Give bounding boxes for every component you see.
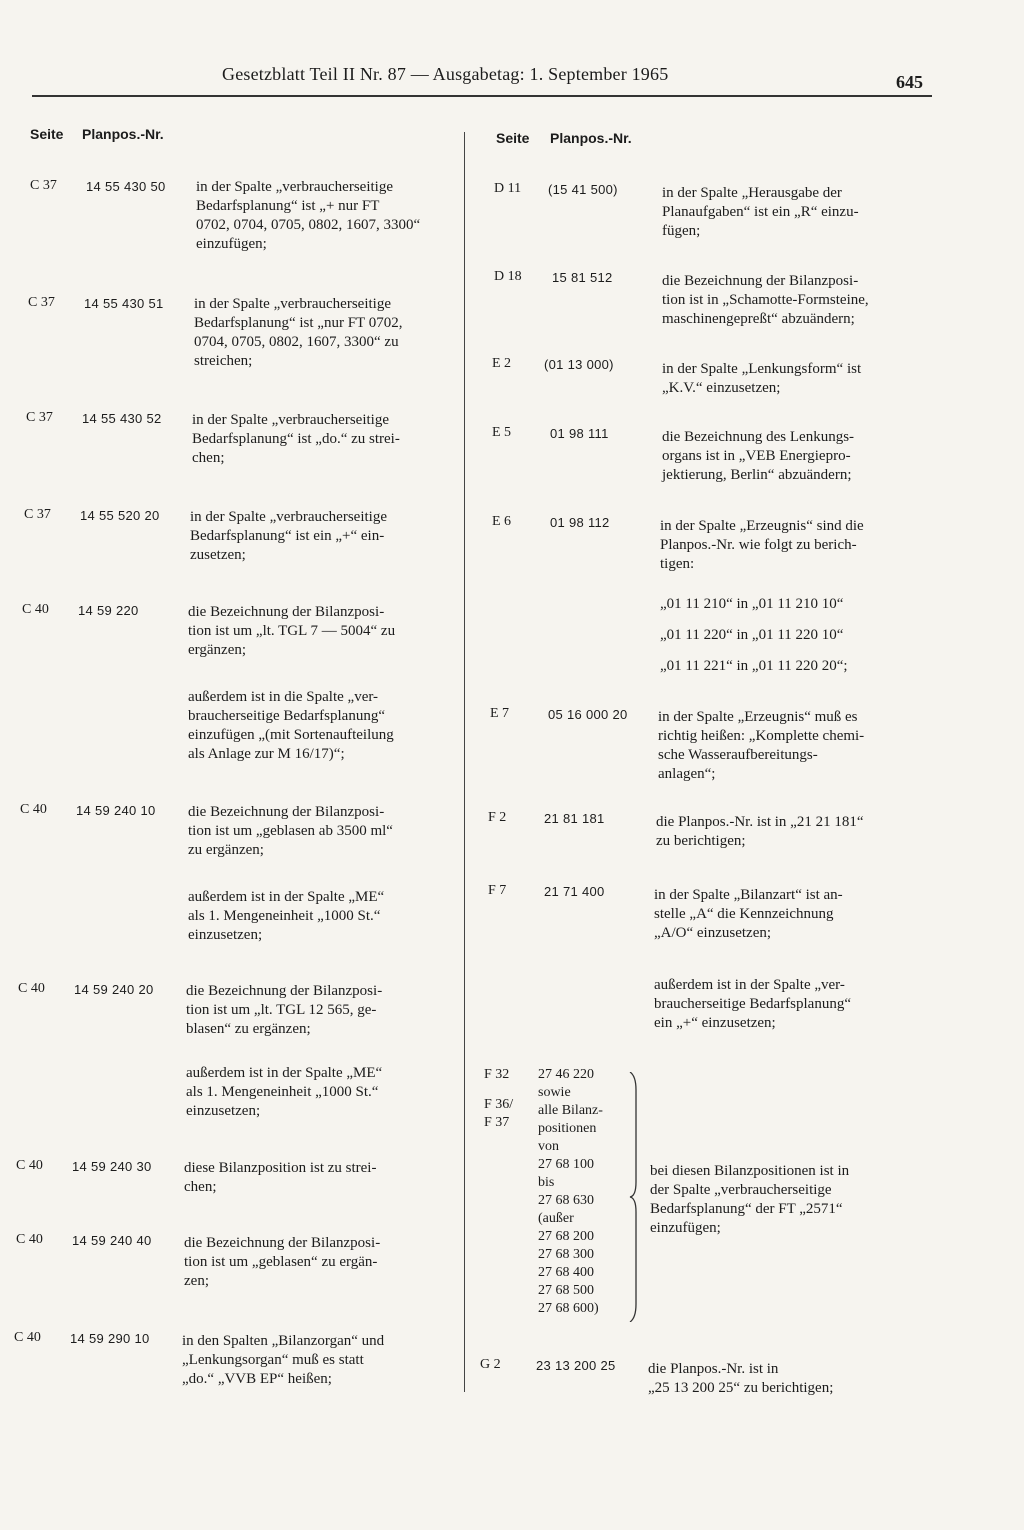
entry-extra-text: außerdem ist in die Spalte „ver- braucherseitige Bedarfsplanung“ einzufügen „(mit Sortenaufteilung als Anlage zur M 16/17)“;: [188, 689, 394, 762]
left-seite-header: Seite: [30, 126, 64, 142]
entry-seite: C 40: [16, 1158, 43, 1173]
entry-planpos: 14 55 430 51: [84, 296, 164, 311]
entry-seite: E 5: [492, 425, 512, 440]
entry-seite: C 40: [22, 602, 49, 617]
entry-planpos: 14 55 430 52: [82, 411, 162, 426]
group-brace: [628, 1072, 638, 1322]
entry-text: bei diesen Bilanzpositionen ist in der Spalte „verbraucherseitige Bedarfsplanung“ der FT „2571“ einzufügen;: [650, 1163, 850, 1236]
entry-seite: C 37: [30, 178, 57, 193]
entry-text: in der Spalte „verbraucherseitige Bedarfsplanung“ ist ein „+“ ein- zusetzen;: [190, 509, 387, 563]
entry-planpos: 23 13 200 25: [536, 1358, 616, 1373]
entry-planpos: 01 98 112: [550, 515, 610, 530]
entry-seite: C 40: [20, 802, 47, 817]
entry-text: die Planpos.-Nr. ist in „25 13 200 25“ zu berichtigen;: [648, 1361, 834, 1396]
entry-extra-text: außerdem ist in der Spalte „ME“ als 1. Mengeneinheit „1000 St.“ einzusetzen;: [188, 889, 385, 943]
column-divider: [464, 132, 465, 1392]
entry-text: in der Spalte „Bilanzart“ ist an- stelle „A“ die Kennzeichnung „A/O“ einzusetzen;: [654, 887, 843, 941]
entry-text: in der Spalte „verbraucherseitige Bedarfsplanung“ ist „+ nur FT 0702, 0704, 0705, 0802, 1607, 3300“ einzufügen;: [196, 179, 421, 252]
header-title: Gesetzblatt Teil II Nr. 87 — Ausgabetag: 1. September 1965: [222, 64, 669, 84]
right-planpos-header: Planpos.-Nr.: [550, 130, 632, 146]
entry-extra-text: außerdem ist in der Spalte „ME“ als 1. Mengeneinheit „1000 St.“ einzusetzen;: [186, 1065, 383, 1119]
entry-seite: C 37: [28, 295, 55, 310]
left-planpos-header: Planpos.-Nr.: [82, 126, 164, 142]
entry-seite: F 7: [488, 883, 507, 898]
entry-seite: D 18: [494, 269, 522, 284]
entry-text: die Bezeichnung der Bilanzposi- tion ist um „lt. TGL 12 565, ge- blasen“ zu ergänzen;: [186, 983, 383, 1037]
entry-planpos: 14 59 290 10: [70, 1331, 150, 1346]
entry-text: die Bezeichnung der Bilanzposi- tion ist um „lt. TGL 7 — 5004“ zu ergänzen;: [188, 604, 396, 658]
entry-text: in den Spalten „Bilanzorgan“ und „Lenkungsorgan“ muß es statt „do.“ „VVB EP“ heißen;: [182, 1333, 385, 1387]
entry-seite: G 2: [480, 1357, 501, 1372]
entry-text: die Bezeichnung der Bilanzposi- tion ist um „geblasen“ zu ergän- zen;: [184, 1235, 381, 1289]
entry-planpos: 14 59 240 10: [76, 803, 156, 818]
entry-seite: C 40: [14, 1330, 41, 1345]
entry-planpos: 14 55 430 50: [86, 179, 166, 194]
entry-planpos: 15 81 512: [552, 270, 613, 285]
entry-text: in der Spalte „verbraucherseitige Bedarfsplanung“ ist „do.“ zu strei- chen;: [192, 412, 400, 466]
entry-text: in der Spalte „verbraucherseitige Bedarfsplanung“ ist „nur FT 0702, 0704, 0705, 0802, 1607, 3300“ zu streichen;: [194, 296, 403, 369]
entry-planpos: 21 71 400: [544, 884, 605, 899]
entry-planpos: 21 81 181: [544, 811, 605, 826]
entry-text: die Bezeichnung des Lenkungs- organs ist in „VEB Energiepro- jektierung, Berlin“ abzuändern;: [662, 429, 855, 483]
entry-seite: E 6: [492, 514, 512, 529]
header-rule: [32, 95, 932, 97]
entry-text: in der Spalte „Erzeugnis“ sind die Planpos.-Nr. wie folgt zu berich- tigen:: [660, 518, 864, 572]
entry-planpos-list: 27 46 220 sowie alle Bilanz- positionen von 27 68 100 bis 27 68 630 (außer 27 68 200 27 68 300 27 68 400 27 68 500 27 68 600): [538, 1067, 603, 1316]
page-number: 645: [896, 72, 923, 92]
entry-planpos: 05 16 000 20: [548, 707, 628, 722]
entry-text: die Planpos.-Nr. ist in „21 21 181“ zu berichtigen;: [656, 814, 864, 849]
entry-planpos: (15 41 500): [548, 182, 618, 197]
entry-extra-text: außerdem ist in der Spalte „ver- braucherseitige Bedarfsplanung“ ein „+“ einzusetzen;: [654, 977, 851, 1031]
entry-seite: C 40: [18, 981, 45, 996]
entry-planpos: 14 59 240 40: [72, 1233, 152, 1248]
entry-planpos: (01 13 000): [544, 357, 614, 372]
entry-planpos: 14 55 520 20: [80, 508, 160, 523]
entry-seite: D 11: [494, 181, 522, 196]
entry-planpos: 14 59 220: [78, 603, 139, 618]
entry-text: in der Spalte „Erzeugnis“ muß es richtig heißen: „Komplette chemi- sche Wasseraufbereitungs- anlagen“;: [658, 709, 865, 782]
entry-seite: F 2: [488, 810, 507, 825]
entry-seite: C 37: [26, 410, 53, 425]
entry-text: in der Spalte „Herausgabe der Planaufgaben“ ist ein „R“ einzu- fügen;: [662, 185, 859, 239]
entry-seite-list: F 32 F 36/ F 37: [484, 1067, 514, 1130]
entry-text: die Bezeichnung der Bilanzposi- tion ist um „geblasen ab 3500 ml“ zu ergänzen;: [188, 804, 393, 858]
entry-text: die Bezeichnung der Bilanzposi- tion ist in „Schamotte-Formsteine, maschinengepreßt“ abzuändern;: [662, 273, 869, 327]
entry-seite: E 2: [492, 356, 512, 371]
correction-list: „01 11 210“ in „01 11 210 10“ „01 11 220“ in „01 11 220 10“ „01 11 221“ in „01 11 220 20“;: [660, 596, 848, 674]
entry-planpos: 14 59 240 20: [74, 982, 154, 997]
entry-planpos: 01 98 111: [550, 426, 609, 441]
entry-text: in der Spalte „Lenkungsform“ ist „K.V.“ einzusetzen;: [662, 361, 862, 396]
entry-seite: E 7: [490, 706, 510, 721]
entry-seite: C 37: [24, 507, 51, 522]
entry-text: diese Bilanzposition ist zu strei- chen;: [184, 1160, 377, 1195]
right-seite-header: Seite: [496, 130, 530, 146]
entry-seite: C 40: [16, 1232, 43, 1247]
entry-planpos: 14 59 240 30: [72, 1159, 152, 1174]
